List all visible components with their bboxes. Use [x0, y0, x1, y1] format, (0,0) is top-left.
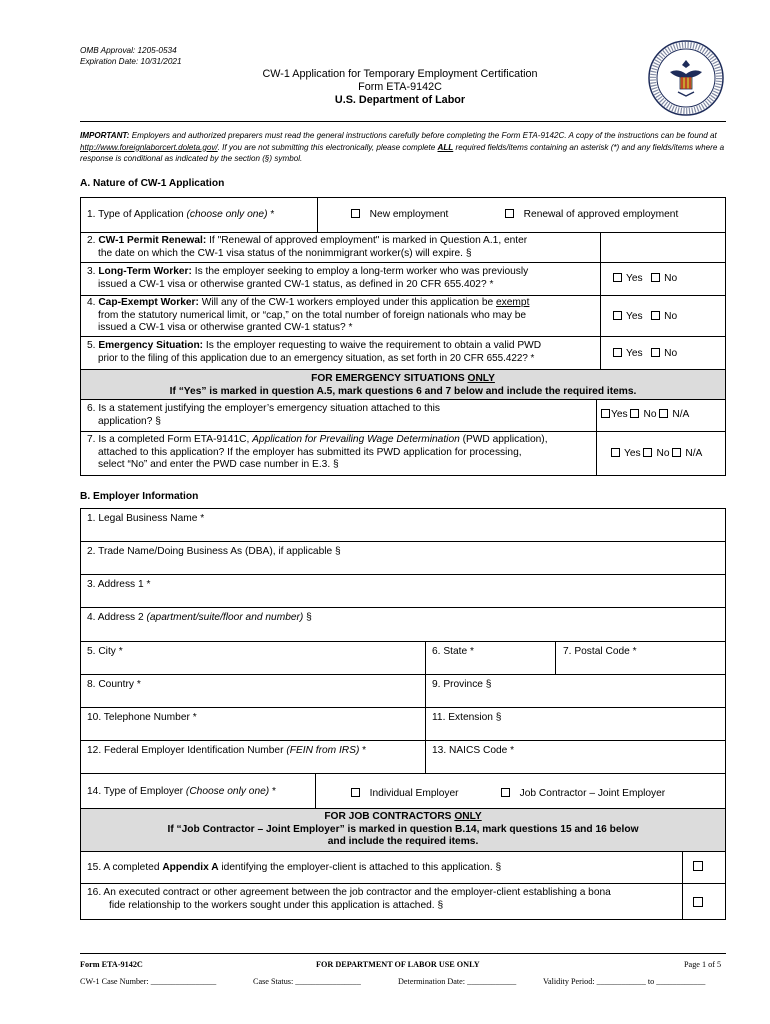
contract-question — [87, 887, 681, 912]
section-b-table — [80, 508, 726, 920]
no-checkbox[interactable] — [643, 448, 652, 457]
na-label: N/A — [685, 448, 703, 459]
dol-seal-icon — [648, 40, 724, 116]
department-name: U.S. Department of Labor — [334, 94, 466, 106]
a7-text2: attached to this application? If the employer has submitted its PWD application for processing, — [98, 446, 522, 458]
telephone-label[interactable]: 10. Telephone Number * — [87, 712, 197, 723]
na-checkbox[interactable] — [659, 409, 668, 418]
divider — [425, 675, 426, 708]
a1-renewal-option[interactable] — [505, 209, 678, 222]
b15-text: 15. A completed — [87, 862, 163, 873]
a4-row — [81, 296, 725, 337]
fein-text: 12. Federal Employer Identification Number — [87, 745, 287, 756]
omb-approval: OMB Approval: 1205-0534 — [80, 46, 177, 55]
a5-yes-no — [613, 348, 677, 361]
a6-yes-no-na — [601, 409, 689, 422]
yes-label: Yes — [611, 409, 628, 420]
fein-italic: (FEIN from IRS) — [286, 745, 360, 756]
a2-num: 2. — [87, 235, 99, 246]
b4-field[interactable] — [81, 608, 725, 642]
important-all: ALL — [437, 142, 454, 152]
a1-label-italic: (choose only one) — [186, 209, 268, 220]
extension-label[interactable]: 11. Extension § — [432, 712, 502, 723]
important-label: IMPORTANT: — [80, 131, 130, 140]
opt-jobcontractor-label: Job Contractor – Joint Employer — [519, 788, 666, 799]
yes-label: Yes — [626, 311, 643, 322]
a6-text2: application? § — [98, 415, 161, 427]
a3-question — [87, 266, 597, 291]
a4-bold: Cap-Exempt Worker: — [98, 297, 199, 308]
b15-checkbox[interactable] — [693, 861, 703, 876]
a3-num: 3. — [87, 266, 99, 277]
important-text-2: . If you are not submitting this electronically, please complete — [217, 142, 438, 152]
footer-validity-period: Validity Period: ____________ to ____________ — [543, 977, 706, 986]
a7-question — [87, 434, 599, 472]
a4-num: 4. — [87, 297, 99, 308]
divider — [317, 198, 318, 233]
jc-instructions-2: and include the required items. — [327, 836, 479, 847]
postal-code-label[interactable]: 7. Postal Code * — [563, 646, 637, 657]
expiration-date: Expiration Date: 10/31/2021 — [80, 56, 182, 66]
checkbox[interactable] — [351, 788, 360, 797]
a5-bold: Emergency Situation: — [98, 340, 204, 351]
address2-italic: (apartment/suite/floor and number) — [146, 612, 304, 623]
divider — [596, 400, 597, 432]
a4-question — [87, 297, 597, 335]
job-contractor-option[interactable] — [501, 788, 665, 801]
opt-individual-label: Individual Employer — [369, 788, 459, 799]
yes-checkbox[interactable] — [601, 409, 610, 418]
a2-text1: If "Renewal of approved employment" is marked in Question A.1, enter — [206, 235, 528, 246]
country-label[interactable]: 8. Country * — [87, 679, 141, 690]
instructions-link[interactable]: http://www.foreignlaborcert.doleta.gov/ — [80, 142, 218, 152]
a2-row — [81, 233, 725, 263]
a5-text1: Is the employer requesting to waive the requirement to obtain a valid PWD — [203, 340, 542, 351]
emergency-instructions: If “Yes” is marked in question A.5, mark questions 6 and 7 below and include the required items. — [169, 385, 637, 397]
a2-text2: the date on which the CW-1 visa status of the nonimmigrant worker(s) will expire. § — [98, 247, 472, 259]
fein-label[interactable] — [87, 745, 366, 758]
a5-row — [81, 337, 725, 370]
checkbox[interactable] — [693, 897, 703, 907]
yes-checkbox[interactable] — [613, 273, 622, 282]
form-title-block — [190, 68, 610, 107]
job-contractor-banner — [81, 809, 725, 852]
footer-rule — [80, 953, 726, 954]
yes-label: Yes — [626, 348, 643, 359]
city-label[interactable]: 5. City * — [87, 646, 123, 657]
appendix-a-question — [87, 862, 501, 875]
no-label: No — [664, 311, 678, 322]
no-checkbox[interactable] — [630, 409, 639, 418]
a4-yes-no — [613, 311, 677, 324]
a6-text1: 6. Is a statement justifying the employer’s emergency situation attached to this — [87, 403, 440, 414]
b15-bold: Appendix A — [162, 862, 219, 873]
trade-name-label: 2. Trade Name/Doing Business As (DBA), if applicable § — [87, 546, 341, 557]
b14-row — [81, 774, 725, 809]
employer-type-label — [87, 786, 276, 799]
divider — [600, 337, 601, 370]
b15-text2: identifying the employer-client is attached to this application. § — [218, 862, 502, 873]
address2-text: 4. Address 2 — [87, 612, 147, 623]
employer-type-star: * — [269, 786, 276, 797]
no-label: No — [664, 273, 678, 284]
legal-business-name-label: 1. Legal Business Name * — [87, 513, 205, 524]
b15-row — [81, 852, 725, 884]
a1-opt1-label: New employment — [369, 209, 449, 220]
a7-yes-no-na — [611, 448, 702, 461]
b10-11-row — [81, 708, 725, 741]
footer-dol-use: FOR DEPARTMENT OF LABOR USE ONLY — [316, 960, 480, 969]
employer-type-text: 14. Type of Employer — [87, 786, 186, 797]
a4-exempt: exempt — [496, 297, 530, 308]
b12-13-row — [81, 741, 725, 774]
section-a-heading: A. Nature of CW-1 Application — [80, 178, 225, 189]
a7-text1b: (PWD application), — [459, 434, 548, 445]
jc-instructions: If “Job Contractor – Joint Employer” is marked in question B.14, mark questions 15 and 16 below — [167, 823, 639, 835]
header-rule — [80, 121, 726, 122]
footer-form-id: Form ETA-9142C — [80, 960, 143, 969]
yes-label: Yes — [624, 448, 641, 459]
address2-mark: § — [303, 612, 312, 623]
na-checkbox[interactable] — [672, 448, 681, 457]
na-label: N/A — [672, 409, 690, 420]
important-text: Employers and authorized preparers must read the general instructions carefully before completing the Form ETA-9142C. A copy of the instructions can be found at — [129, 131, 717, 140]
a7-italic: Application for Prevailing Wage Determination — [252, 434, 460, 445]
no-checkbox[interactable] — [651, 273, 660, 282]
address2-label — [87, 612, 312, 625]
divider — [600, 263, 601, 296]
checkbox[interactable] — [505, 209, 514, 218]
yes-label: Yes — [626, 273, 643, 284]
section-a-table — [80, 197, 726, 476]
checkbox[interactable] — [501, 788, 510, 797]
b8-9-row — [81, 675, 725, 708]
a7-text3: select “No” and enter the PWD case number in E.3. § — [98, 459, 339, 470]
a3-row — [81, 263, 725, 296]
b1-field[interactable] — [81, 509, 725, 542]
a3-bold: Long-Term Worker: — [98, 266, 192, 277]
checkbox[interactable] — [693, 861, 703, 871]
a2-bold: CW-1 Permit Renewal: — [98, 235, 207, 246]
a3-yes-no — [613, 273, 677, 286]
divider — [600, 233, 601, 263]
footer-determination-date: Determination Date: ____________ — [398, 977, 517, 986]
a1-row — [81, 198, 725, 233]
divider — [425, 708, 426, 741]
no-checkbox[interactable] — [651, 348, 660, 357]
important-text-3: required fields/items containing an asterisk (*) and any fields/items where a response is conditional as indicated by the section (§) symbol. — [80, 142, 725, 163]
b5-7-row — [81, 642, 725, 675]
divider — [425, 642, 426, 675]
fein-star: * — [359, 745, 367, 756]
emergency-title: FOR EMERGENCY SITUATIONS — [311, 373, 468, 384]
form-number: Form ETA-9142C — [358, 81, 442, 93]
a5-num: 5. — [87, 340, 99, 351]
divider — [425, 741, 426, 774]
divider — [682, 852, 683, 884]
yes-checkbox[interactable] — [613, 348, 622, 357]
divider — [315, 774, 316, 809]
emergency-banner — [81, 370, 725, 400]
jc-title: FOR JOB CONTRACTORS — [324, 811, 455, 822]
a4-text1: Will any of the CW-1 workers employed under this application be — [198, 297, 496, 308]
a7-row — [81, 432, 725, 476]
a4-text2: from the statutory numerical limit, or “cap,” on the total number of foreign nationals who may be — [98, 309, 527, 321]
footer-case-status: Case Status: ________________ — [253, 977, 361, 986]
employer-type-italic: (Choose only one) — [185, 786, 270, 797]
no-checkbox[interactable] — [651, 311, 660, 320]
b2-field[interactable] — [81, 542, 725, 575]
divider — [682, 884, 683, 920]
no-label: No — [656, 448, 670, 459]
divider — [596, 432, 597, 476]
a1-label-text: 1. Type of Application — [87, 209, 187, 220]
important-notice — [80, 130, 726, 165]
no-label: No — [643, 409, 657, 420]
province-label[interactable]: 9. Province § — [432, 679, 492, 690]
individual-employer-option[interactable] — [351, 788, 459, 801]
emergency-only: ONLY — [467, 373, 495, 384]
b16-checkbox[interactable] — [693, 897, 703, 912]
a6-row — [81, 400, 725, 432]
a2-question — [87, 235, 597, 260]
a4-text3: issued a CW-1 visa or otherwise granted CW-1 status? * — [98, 322, 353, 333]
a5-question — [87, 340, 601, 365]
a3-text1: Is the employer seeking to employ a long-term worker who was previously — [191, 266, 529, 277]
yes-checkbox[interactable] — [613, 311, 622, 320]
a1-label-star: * — [267, 209, 275, 220]
state-label[interactable]: 6. State * — [432, 646, 474, 657]
a3-text2: issued a CW-1 visa or otherwise granted CW-1 status, as defined in 20 CFR 655.402? * — [98, 278, 494, 290]
footer-case-number: CW-1 Case Number: ________________ — [80, 977, 217, 986]
jc-only: ONLY — [454, 811, 482, 822]
b16-row — [81, 884, 725, 920]
a6-question — [87, 403, 592, 428]
a1-opt2-label: Renewal of approved employment — [523, 209, 679, 220]
naics-label[interactable]: 13. NAICS Code * — [432, 745, 515, 756]
divider — [555, 642, 556, 675]
b16-text1: 16. An executed contract or other agreement between the job contractor and the employer-client establishing a bona — [87, 887, 611, 898]
footer-page-number: Page 1 of 5 — [684, 960, 722, 969]
a1-new-employment-option[interactable] — [351, 209, 448, 222]
a1-label — [87, 209, 274, 222]
a7-text1: 7. Is a completed Form ETA-9141C, — [87, 434, 253, 445]
divider — [600, 296, 601, 337]
section-b-heading: B. Employer Information — [80, 491, 199, 502]
b16-text2: fide relationship to the workers sought under this application is attached. § — [109, 899, 444, 911]
b3-field[interactable] — [81, 575, 725, 608]
address1-label: 3. Address 1 * — [87, 579, 151, 590]
a5-text2: prior to the filing of this application due to an emergency situation, as set forth in 20 CFR 655.422? * — [98, 352, 535, 364]
omb-info — [80, 46, 182, 67]
checkbox[interactable] — [351, 209, 360, 218]
no-label: No — [664, 348, 678, 359]
form-title: CW-1 Application for Temporary Employment Certification — [262, 68, 538, 80]
yes-checkbox[interactable] — [611, 448, 620, 457]
